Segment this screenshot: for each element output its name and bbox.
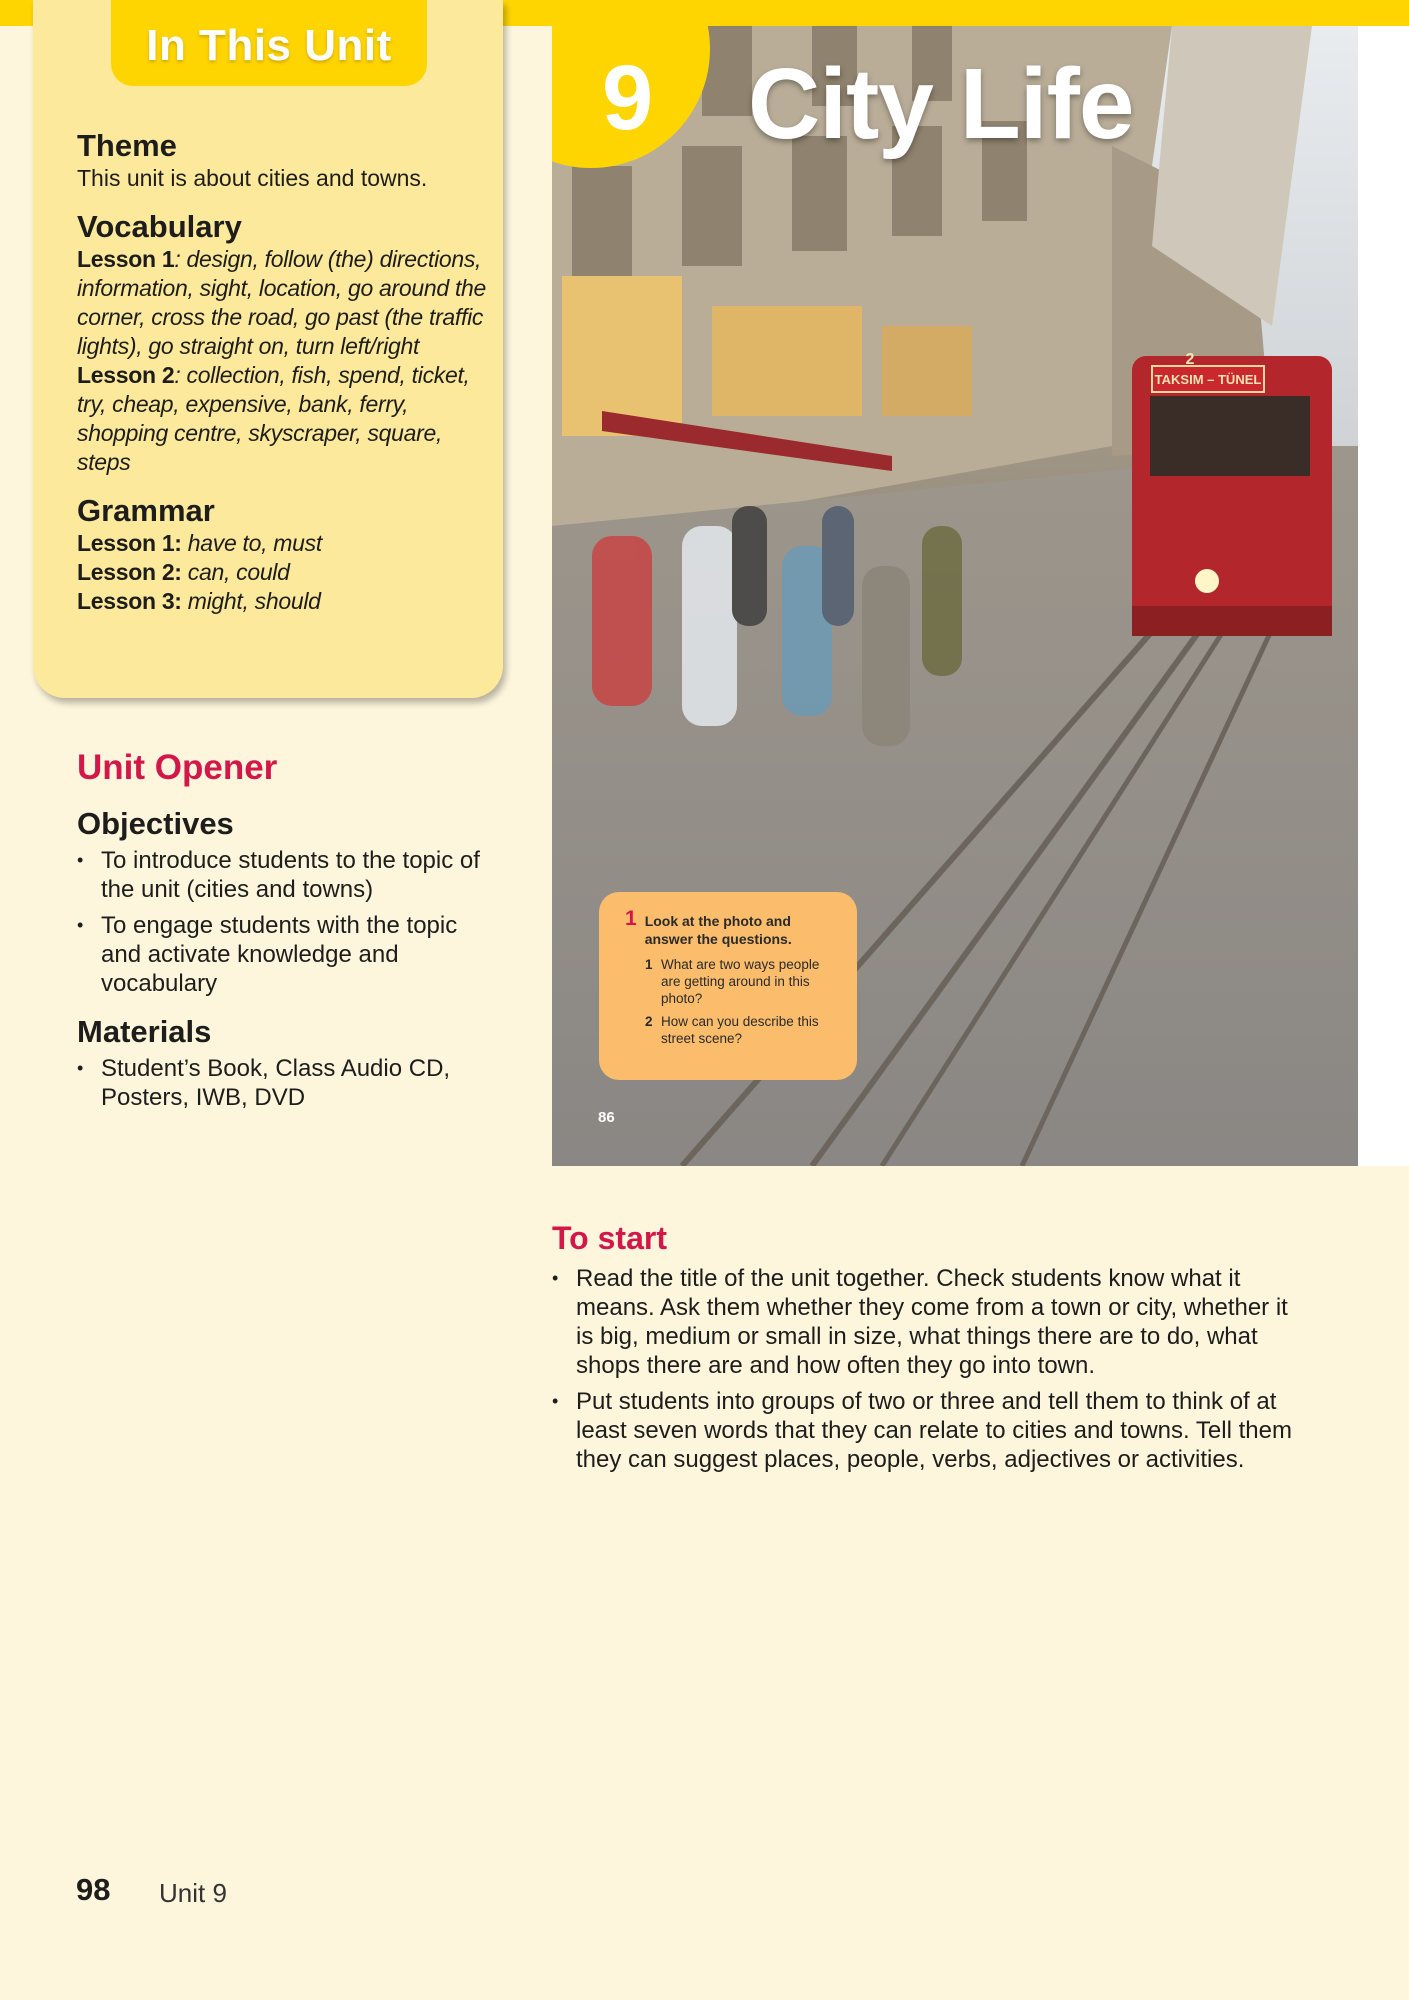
question-item-text: How can you describe this street scene?: [661, 1014, 819, 1046]
tram-number: 2: [1185, 351, 1195, 368]
question-item-text: What are two ways people are getting around in this photo?: [661, 957, 820, 1006]
panel-body: [77, 128, 497, 616]
objectives-list: [77, 846, 497, 998]
theme-text: This unit is about cities and towns.: [77, 165, 428, 191]
grammar-lesson-text: might, should: [181, 588, 321, 614]
theme-heading: Theme: [77, 128, 177, 163]
question-header: [625, 907, 839, 948]
grammar-lesson-1: [77, 529, 497, 558]
unit-opener-heading: Unit Opener: [77, 748, 278, 787]
question-number: 1: [625, 907, 637, 930]
footer-unit-label: Unit 9: [159, 1878, 227, 1908]
to-start-item: • Read the title of the unit together. Check students know what it means. Ask them whether they come from a town or city, whether it is big, medium or small in size, what things there are to do, what shops there are and how often they go into town.: [552, 1264, 1292, 1380]
discussion-question-box: [599, 892, 857, 1080]
vocab-lesson-2-label: Lesson 2: [77, 362, 175, 388]
page-edge: [1358, 26, 1409, 1166]
grammar-lesson-3: [77, 587, 497, 616]
to-start-heading: To start: [552, 1220, 667, 1256]
grammar-lesson-label: Lesson 2:: [77, 559, 182, 585]
vocab-lesson-2: [77, 361, 497, 477]
objective-item: • To engage students with the topic and activate knowledge and vocabulary: [77, 911, 497, 998]
objectives-heading: Objectives: [77, 806, 234, 841]
grammar-lesson-text: can, could: [181, 559, 290, 585]
tram-sign: TAKSIM – TÜNEL: [1154, 372, 1262, 387]
grammar-lesson-label: Lesson 3:: [77, 588, 182, 614]
in-this-unit-panel: [33, 0, 503, 698]
vocab-lesson-1: [77, 245, 497, 361]
unit-title: City Life: [748, 48, 1134, 160]
objective-item: • To introduce students to the topic of the unit (cities and towns): [77, 846, 497, 904]
to-start-section: [552, 1218, 1292, 1490]
question-item-number: 2: [645, 1014, 653, 1029]
unit-opener-section: [77, 748, 497, 1128]
unit-number: 9: [602, 47, 654, 149]
vocab-lesson-1-words: : design, follow (the) directions, information, sight, location, go around the corner, cross the road, go past (the traffic lights), go straight on, turn left/right: [77, 246, 487, 359]
to-start-list: [552, 1264, 1292, 1474]
student-book-page-photo: [552, 26, 1358, 1166]
grammar-lesson-text: have to, must: [181, 530, 322, 556]
materials-item: • Student’s Book, Class Audio CD, Posters, IWB, DVD: [77, 1054, 497, 1112]
vocab-lesson-1-label: Lesson 1: [77, 246, 175, 272]
question-item: [645, 956, 839, 1007]
grammar-lesson-2: [77, 558, 497, 587]
question-item: [645, 1013, 839, 1047]
materials-list: [77, 1054, 497, 1112]
vocabulary-heading: Vocabulary: [77, 209, 242, 244]
grammar-heading: Grammar: [77, 493, 215, 528]
vocab-lesson-2-words: : collection, fish, spend, ticket, try, cheap, expensive, bank, ferry, shopping centre, skyscraper, square, steps: [77, 362, 470, 475]
student-book-page-number: 86: [598, 1109, 615, 1126]
materials-heading: Materials: [77, 1014, 212, 1049]
to-start-item: • Put students into groups of two or three and tell them to think of at least seven words that they can relate to cities and towns. Tell them they can suggest places, people, verbs, adjectives or activities.: [552, 1387, 1292, 1474]
grammar-lesson-label: Lesson 1:: [77, 530, 182, 556]
page-number: 98: [76, 1872, 111, 1907]
question-item-number: 1: [645, 957, 653, 972]
question-title: Look at the photo and answer the questions.: [644, 913, 792, 947]
in-this-unit-tab: In This Unit: [111, 0, 427, 86]
